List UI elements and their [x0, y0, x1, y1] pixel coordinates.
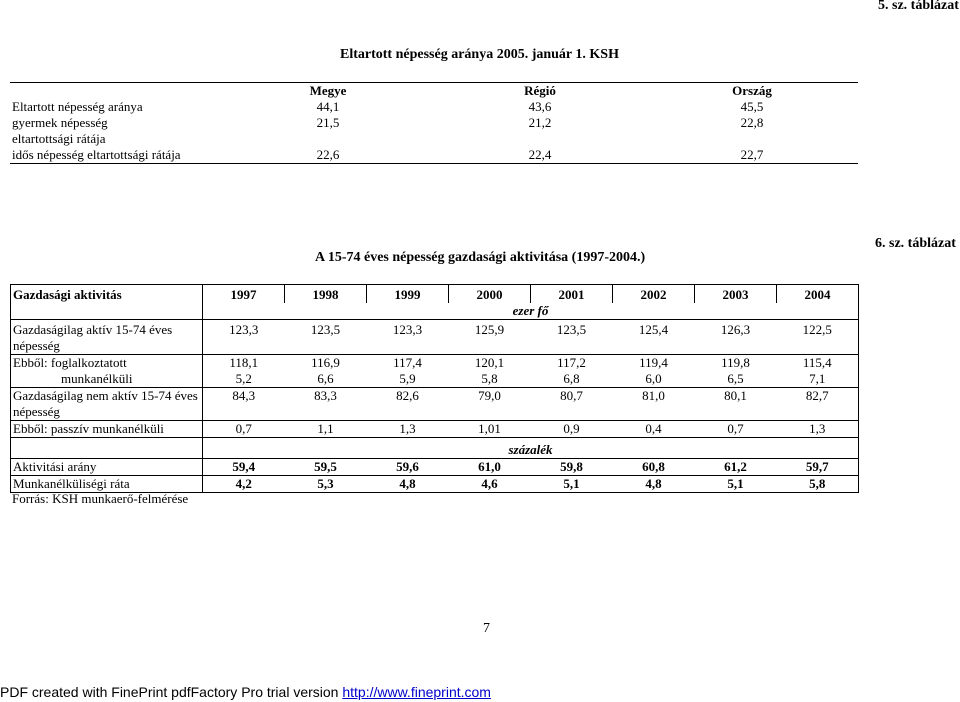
t2-cell: 116,9 [311, 355, 340, 370]
t2-row-label: Aktivitási arány [11, 459, 203, 476]
t2-cell: 60,8 [613, 459, 695, 476]
t2-row-label: Ebből: passzív munkanélküli [11, 421, 203, 438]
table-row [11, 355, 859, 388]
year-header: 2003 [695, 285, 777, 304]
t2-cell: 80,7 [531, 388, 613, 421]
t2-cell: 7,1 [809, 371, 826, 386]
t2-cell: 59,5 [285, 459, 367, 476]
t2-cell: 123,3 [203, 320, 285, 355]
t1-header: Ország [646, 83, 858, 100]
t2-cell: 83,3 [285, 388, 367, 421]
t2-cell: 125,9 [449, 320, 531, 355]
t1-cell: 22,4 [434, 147, 646, 164]
t2-cell: 59,4 [203, 459, 285, 476]
t2-cell: 5,2 [235, 371, 252, 386]
t2-cell: 79,0 [449, 388, 531, 421]
year-header: 1998 [285, 285, 367, 304]
t2-cell: 118,1 [229, 355, 259, 370]
table-row [11, 320, 859, 355]
table-row [11, 476, 859, 493]
t1-cell: 22,7 [646, 147, 858, 164]
year-header: 1999 [367, 285, 449, 304]
table-row [10, 115, 858, 147]
t2-cell: 82,6 [367, 388, 449, 421]
page-number: 7 [483, 621, 490, 636]
t2-cell: 0,7 [203, 421, 285, 438]
table-row [11, 388, 859, 421]
table-row [11, 459, 859, 476]
t2-row-label: Munkanélküliségi ráta [11, 476, 203, 493]
t2-cell: 4,2 [203, 476, 285, 493]
t2-row-label: Gazdaságilag aktív 15-74 éves népesség [11, 320, 203, 355]
t1-row-label: Eltartott népesség aránya [12, 99, 143, 114]
t2-cell: 123,5 [531, 320, 613, 355]
t2-row-label: Ebből: foglalkoztatott [13, 355, 127, 370]
t2-row-label-split [11, 355, 203, 388]
t2-cell: 115,4 [802, 355, 832, 370]
table-row [10, 99, 858, 115]
year-header: 2002 [613, 285, 695, 304]
t2-cell: 59,7 [777, 459, 859, 476]
t2-cell: 1,01 [449, 421, 531, 438]
t2-cell: 5,8 [481, 371, 498, 386]
t2-cell: 5,1 [695, 476, 777, 493]
t1-header: Megye [222, 83, 434, 100]
t2-cell: 4,8 [613, 476, 695, 493]
t2-cell: 59,8 [531, 459, 613, 476]
t2-cell: 61,0 [449, 459, 531, 476]
t2-cell: 80,1 [695, 388, 777, 421]
t2-cell: 5,3 [285, 476, 367, 493]
t1-cell: 22,6 [222, 147, 434, 164]
t2-cell: 117,4 [393, 355, 422, 370]
year-header: 2000 [449, 285, 531, 304]
activity-table [10, 284, 859, 493]
t2-cell: 0,7 [695, 421, 777, 438]
dependency-table [10, 82, 858, 164]
table-label-5: 5. sz. táblázat [878, 0, 959, 13]
t2-cell: 0,9 [531, 421, 613, 438]
table1-title: Eltartott népesség aránya 2005. január 1. KSH [340, 47, 619, 62]
t2-cell: 6,8 [563, 371, 580, 386]
t2-cell: 126,3 [695, 320, 777, 355]
t2-cell: 81,0 [613, 388, 695, 421]
t2-cell: 5,9 [399, 371, 416, 386]
t1-cell: 43,6 [528, 99, 552, 114]
year-header: 1997 [203, 285, 285, 304]
t1-corner [10, 83, 222, 100]
t2-cell: 5,8 [777, 476, 859, 493]
t2-row-label: Gazdaságilag nem aktív 15-74 éves népesség [11, 388, 203, 421]
year-header: 2001 [531, 285, 613, 304]
t1-header: Régió [434, 83, 646, 100]
t2-cell: 4,8 [367, 476, 449, 493]
t2-cell: 119,4 [639, 355, 668, 370]
t2-cell: 4,6 [449, 476, 531, 493]
t2-cell: 59,6 [367, 459, 449, 476]
t2-cell: 120,1 [474, 355, 505, 370]
t2-cell: 123,5 [285, 320, 367, 355]
t1-cell: 21,5 [316, 115, 340, 130]
t2-cell: 61,2 [695, 459, 777, 476]
t2-cell: 119,8 [721, 355, 750, 370]
footer-text: PDF created with FinePrint pdfFactory Pro trial version [0, 684, 343, 700]
t2-cell: 1,1 [285, 421, 367, 438]
t1-cell: 22,8 [740, 115, 764, 130]
t1-cell: 21,2 [528, 115, 552, 130]
t1-cell: 45,5 [740, 99, 764, 114]
t2-cell: 5,1 [531, 476, 613, 493]
unit-label-thousand: ezer fő [203, 303, 859, 320]
table-row [11, 421, 859, 438]
t2-cell: 1,3 [777, 421, 859, 438]
t2-head-label: Gazdasági aktivitás [11, 285, 203, 320]
t2-cell: 6,0 [645, 371, 662, 386]
t2-cell: 84,3 [203, 388, 285, 421]
t2-row-label: munkanélküli [61, 371, 133, 386]
unit-label-percent: százalék [203, 438, 859, 459]
t2-cell: 125,4 [613, 320, 695, 355]
t2-cell: 82,7 [777, 388, 859, 421]
t2-cell: 123,3 [367, 320, 449, 355]
t2-cell: 6,5 [727, 371, 744, 386]
t2-cell: 0,4 [613, 421, 695, 438]
pdf-footer [0, 684, 491, 700]
footer-link[interactable]: http://www.fineprint.com [342, 684, 491, 700]
t1-row-label: idős népesség eltartottsági rátája [10, 147, 222, 164]
t2-cell: 122,5 [777, 320, 859, 355]
t2-cell: 117,2 [557, 355, 586, 370]
table-label-6: 6. sz. táblázat [875, 236, 956, 251]
t1-cell: 44,1 [316, 99, 340, 114]
t2-cell: 1,3 [367, 421, 449, 438]
source-note: Forrás: KSH munkaerő-felmérése [12, 491, 189, 506]
table2-title: A 15-74 éves népesség gazdasági aktivitása (1997-2004.) [315, 250, 646, 265]
t2-cell: 6,6 [317, 371, 334, 386]
t1-row-label: gyermek népesség eltartottsági rátája [12, 115, 108, 146]
year-header: 2004 [777, 285, 859, 304]
table-row [10, 147, 858, 164]
